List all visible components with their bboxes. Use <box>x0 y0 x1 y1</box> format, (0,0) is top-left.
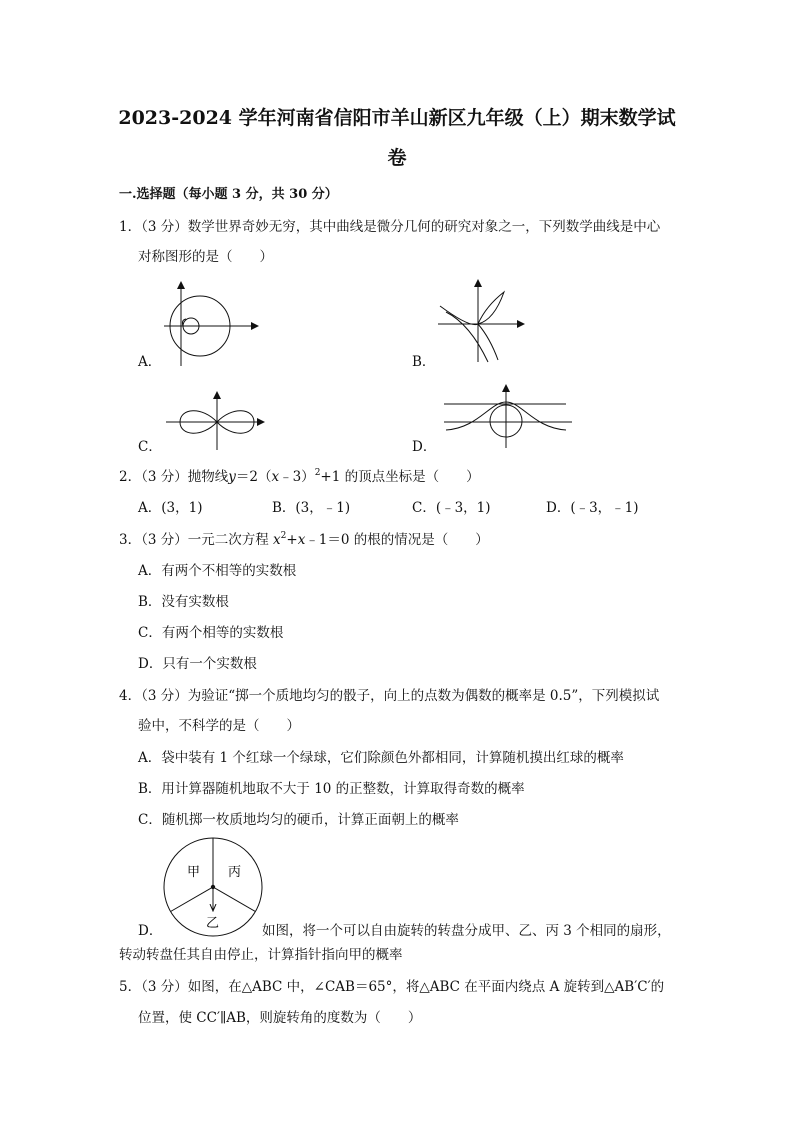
spinner-label-jia: 甲 <box>187 865 201 880</box>
q4-spinner-figure <box>160 834 270 940</box>
q1-figure-c <box>160 388 270 453</box>
q5-stem-line2: 位置，使 CC′∥AB，则旋转角的度数为（ ） <box>138 1010 422 1026</box>
q1-option-c: C． <box>138 439 162 455</box>
q4-option-d-text1: 如图，将一个可以自由旋转的转盘分成甲、乙、丙 3 个相同的扇形， <box>262 923 671 939</box>
q1-stem-line2: 对称图形的是（ ） <box>138 249 273 265</box>
q2-option-c: C．(﹣3，1) <box>412 500 491 516</box>
q3-option-b: B．没有实数根 <box>138 594 229 610</box>
q3-option-d: D．只有一个实数根 <box>138 656 257 672</box>
q1-option-d: D． <box>412 439 437 455</box>
q5-stem-line1: 5．（3 分）如图，在△ABC 中，∠CAB＝65°，将△ABC 在平面内绕点 A 旋转到△AB′C′的 <box>119 979 665 995</box>
page-title-line1: 2023-2024 学年河南省信阳市羊山新区九年级（上）期末数学试 <box>118 107 676 129</box>
q2-option-b: B．(3，﹣1) <box>272 500 351 516</box>
q3-stem: 3．（3 分）一元二次方程 $x^2+x﹣1=0$ 的根的情况是（ ） <box>119 531 489 548</box>
spinner-label-yi: 乙 <box>206 916 220 931</box>
q1-figure-a <box>150 276 265 371</box>
q4-option-a: A．袋中装有 1 个红球一个绿球，它们除颜色外都相同，计算随机摸出红球的概率 <box>138 750 624 766</box>
page-title-line2: 卷 <box>387 147 407 169</box>
section-heading: 一.选择题（每小题 3 分，共 30 分） <box>119 187 338 202</box>
q1-stem-line1: 1．（3 分）数学世界奇妙无穷，其中曲线是微分几何的研究对象之一，下列数学曲线是中心 <box>119 219 661 235</box>
q4-stem-line1: 4．（3 分）为验证“掷一个质地均匀的骰子，向上的点数为偶数的概率是 0.5”，下列模拟试 <box>119 688 660 704</box>
q1-option-a: A． <box>138 354 162 370</box>
q2-stem: 2．（3 分）抛物线y＝2（x﹣3）$^2$+1 的顶点坐标是（ ） <box>119 468 480 485</box>
q1-figure-b <box>430 276 530 366</box>
spinner-label-bing: 丙 <box>228 865 242 880</box>
q4-option-b: B．用计算器随机地取不大于 10 的正整数，计算取得奇数的概率 <box>138 781 525 797</box>
q4-option-d-label: D． <box>138 923 163 939</box>
q4-option-d-text2: 转动转盘任其自由停止，计算指针指向甲的概率 <box>119 947 403 963</box>
q4-stem-line2: 验中，不科学的是（ ） <box>138 718 300 734</box>
q4-option-c: C．随机掷一枚质地均匀的硬币，计算正面朝上的概率 <box>138 812 459 828</box>
q2-option-a: A．(3，1) <box>138 500 203 516</box>
q1-figure-d <box>438 382 578 452</box>
q3-option-a: A．有两个不相等的实数根 <box>138 563 297 579</box>
q1-option-b: B． <box>412 354 436 370</box>
q3-option-c: C．有两个相等的实数根 <box>138 625 284 641</box>
q2-option-d: D．(﹣3，﹣1) <box>546 500 639 516</box>
